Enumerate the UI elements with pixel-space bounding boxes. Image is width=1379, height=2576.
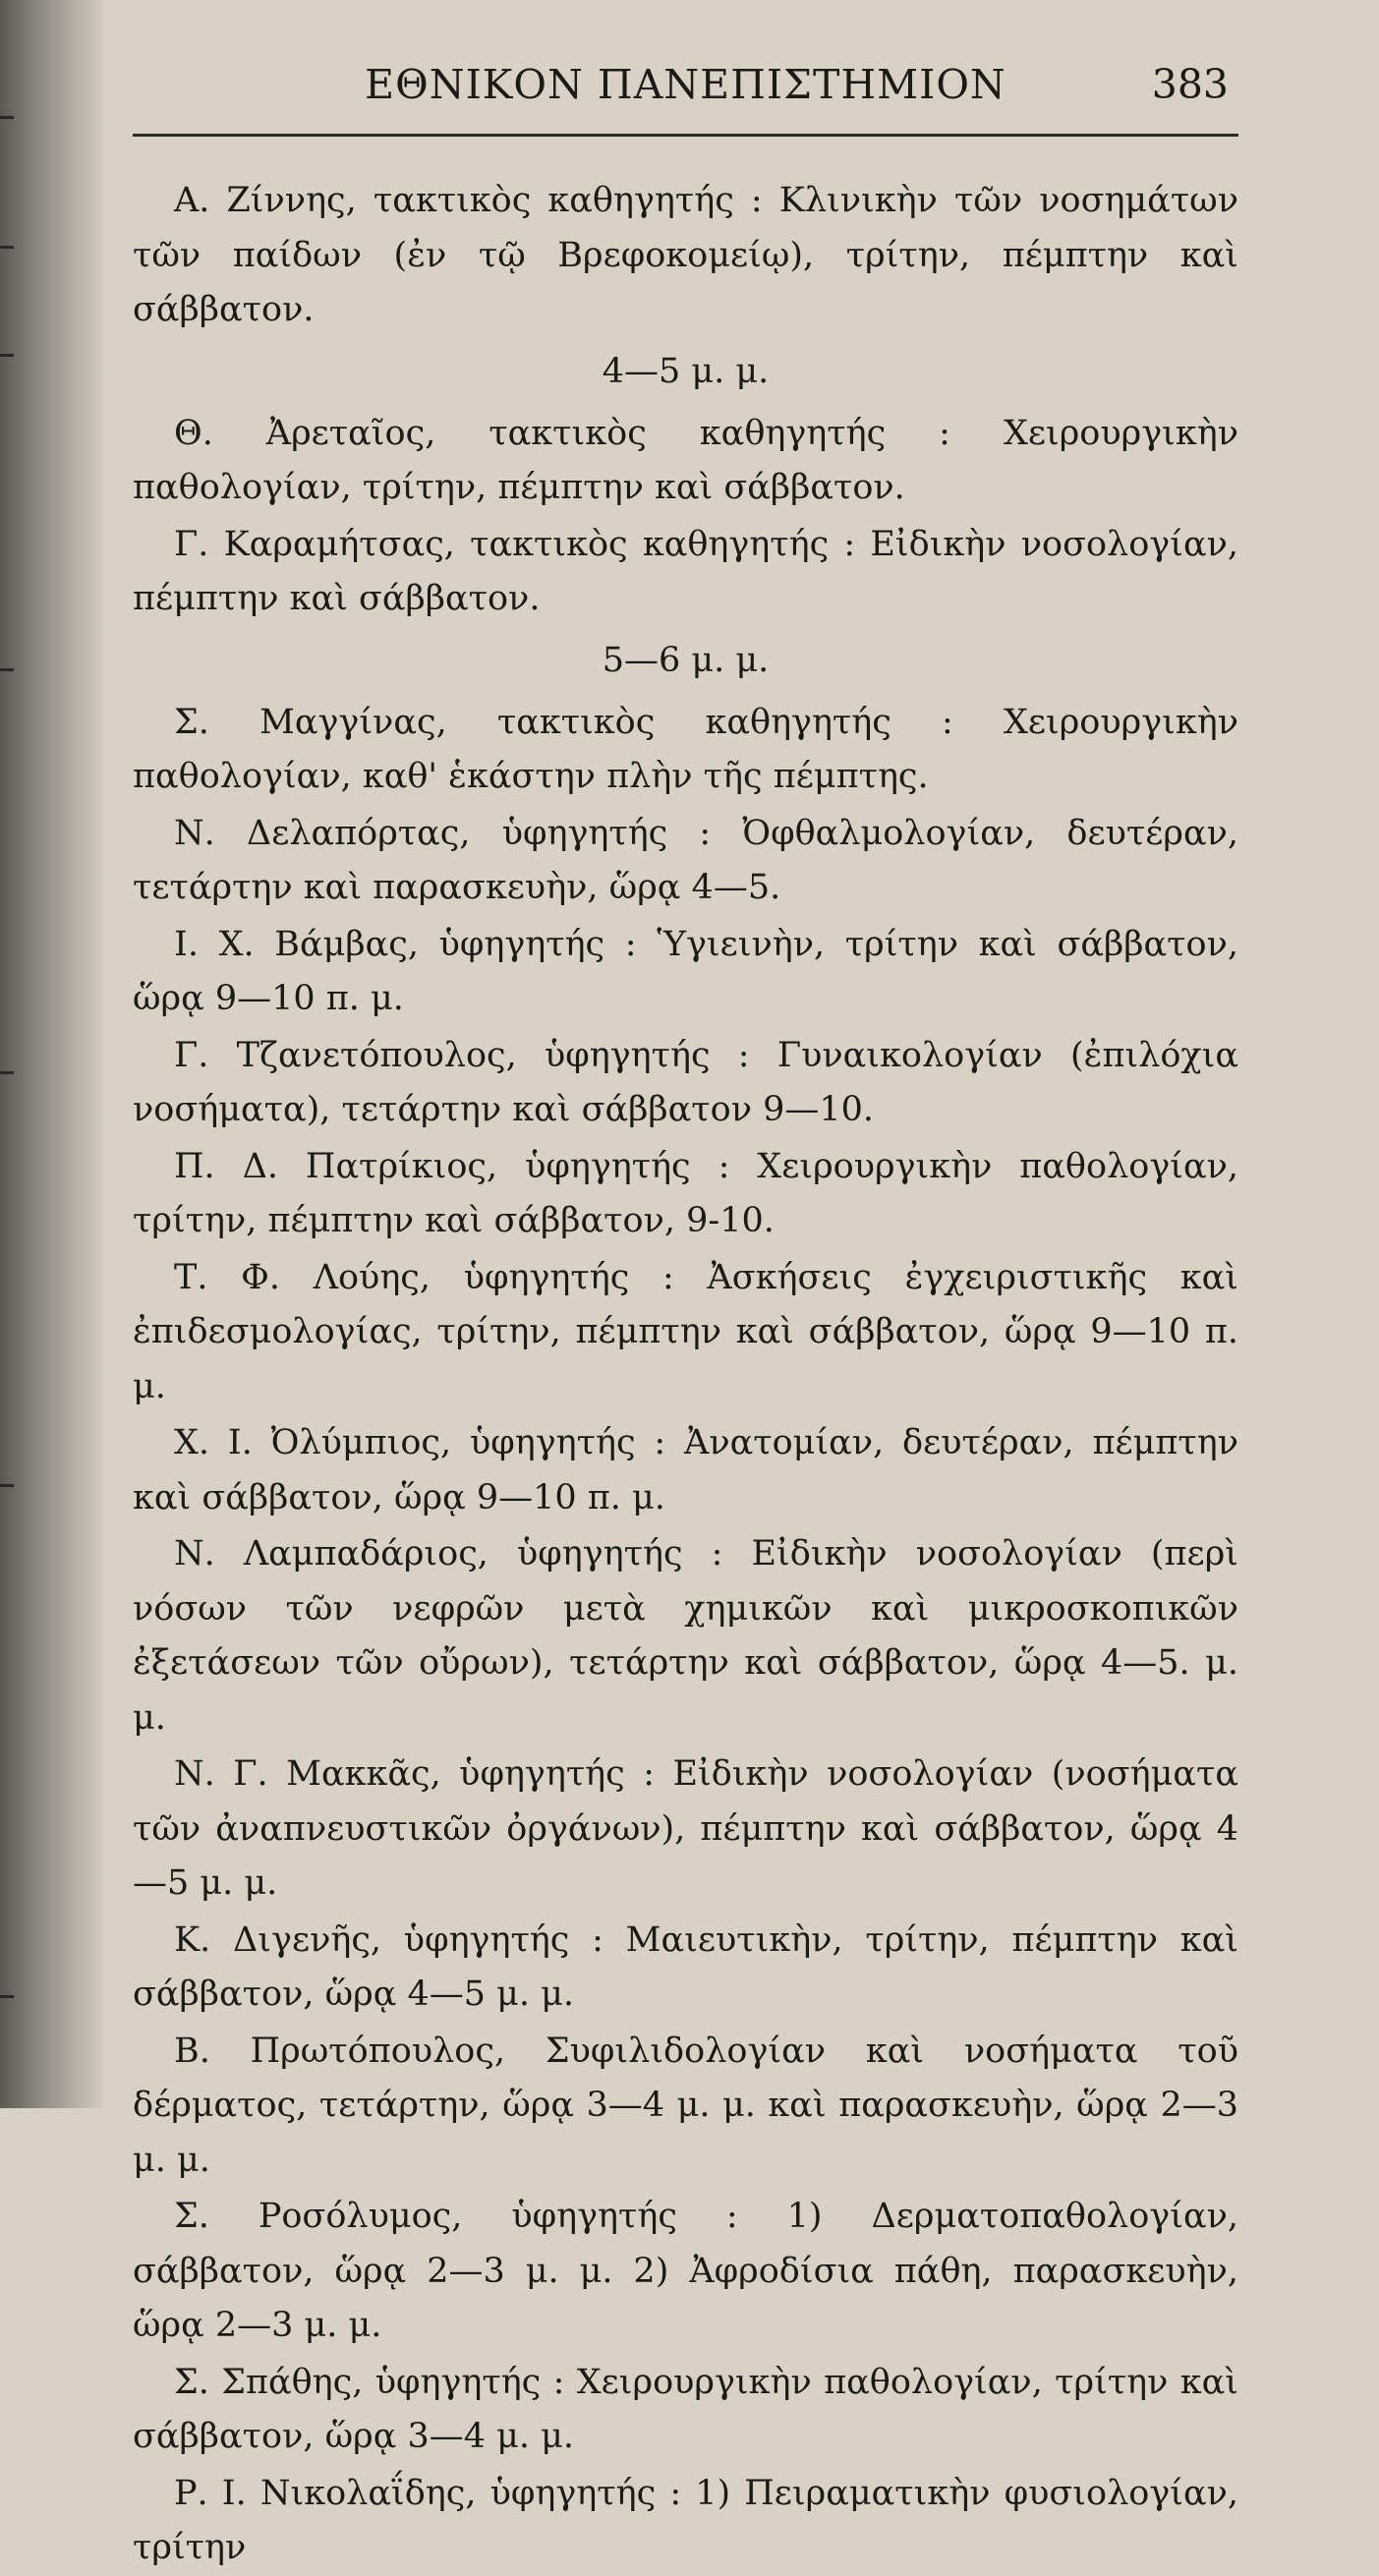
margin-mark: [0, 668, 14, 671]
page-number: 383: [1151, 61, 1229, 108]
time-slot-heading: 5—6 μ. μ.: [602, 640, 770, 680]
book-page: [133, 39, 1238, 2567]
lecture-entry: Γ. Καραμήτσας, τακτικὸς καθηγητής : Εἰδικὴν νοσολογίαν, πέμπτην καὶ σάββατον.: [133, 524, 1238, 618]
lecture-entry: Χ. Ι. Ὀλύμπιος, ὑφηγητής : Ἀνατομίαν, δευτέραν, πέμπτην καὶ σάββατον, ὥρᾳ 9—10 π. μ.: [133, 1423, 1238, 1517]
lecture-entry: Π. Δ. Πατρίκιος, ὑφηγητής : Χειρουργικὴν παθολογίαν, τρίτην, πέμπτην καὶ σάββατον, 9-10.: [133, 1146, 1238, 1240]
lecture-entry: Α. Ζίννης, τακτικὸς καθηγητής : Κλινικὴν τῶν νοσημάτων τῶν παίδων (ἐν τῷ Βρεφοκομείῳ), τρίτην, πέμπτην καὶ σάββατον.: [133, 181, 1238, 329]
time-slot-heading: 4—5 μ. μ.: [602, 351, 770, 391]
margin-mark: [0, 1995, 14, 1998]
lecture-entry: Ρ. Ι. Νικολαΐδης, ὑφηγητής : 1) Πειραματικὴν φυσιολογίαν, τρίτην: [133, 2473, 1238, 2567]
running-header: [133, 39, 1238, 137]
lecture-entry: Σ. Ροσόλυμος, ὑφηγητής : 1) Δερματοπαθολογίαν, σάββατον, ὥρᾳ 2—3 μ. μ. 2) Ἀφροδίσια πάθη, παρασκευὴν, ὥρᾳ 2—3 μ. μ.: [133, 2197, 1238, 2345]
lecture-entry: Ν. Γ. Μακκᾶς, ὑφηγητής : Εἰδικὴν νοσολογίαν (νοσήματα τῶν ἀναπνευστικῶν ὀργάνων), πέμπτην καὶ σάββατον, ὥρᾳ 4—5 μ. μ.: [133, 1754, 1238, 1903]
lecture-entry: Γ. Τζανετόπουλος, ὑφηγητής : Γυναικολογίαν (ἐπιλόχια νοσήματα), τετάρτην καὶ σάββατον 9—10.: [133, 1035, 1238, 1129]
lecture-entry: Τ. Φ. Λούης, ὑφηγητής : Ἀσκήσεις ἐγχειριστικῆς καὶ ἐπιδεσμολογίας, τρίτην, πέμπτην καὶ σάββατον, ὥρᾳ 9—10 π. μ.: [133, 1257, 1238, 1406]
margin-mark: [0, 1071, 14, 1074]
margin-mark: [0, 246, 14, 249]
lecture-entry: Σ. Μαγγίνας, τακτικὸς καθηγητής : Χειρουργικὴν παθολογίαν, καθ' ἑκάστην πλὴν τῆς πέμπτης.: [133, 702, 1238, 796]
lecture-entry: Σ. Σπάθης, ὑφηγητής : Χειρουργικὴν παθολογίαν, τρίτην καὶ σάββατον, ὥρᾳ 3—4 μ. μ.: [133, 2362, 1238, 2456]
lecture-entry: Θ. Ἀρεταῖος, τακτικὸς καθηγητής : Χειρουργικὴν παθολογίαν, τρίτην, πέμπτην καὶ σάββατον.: [133, 413, 1238, 507]
margin-mark: [0, 354, 14, 357]
book-spine-shadow: [0, 0, 108, 2108]
margin-mark: [0, 1484, 14, 1487]
page-body: [133, 174, 1238, 2576]
lecture-entry: Κ. Διγενῆς, ὑφηγητής : Μαιευτικὴν, τρίτην, πέμπτην καὶ σάββατον, ὥρᾳ 4—5 μ. μ.: [133, 1919, 1238, 2014]
margin-mark: [0, 116, 14, 119]
lecture-entry: Ν. Δελαπόρτας, ὑφηγητής : Ὀφθαλμολογίαν, δευτέραν, τετάρτην καὶ παρασκευὴν, ὥρᾳ 4—5.: [133, 813, 1238, 907]
header-title: ΕΘΝΙΚΟΝ ΠΑΝΕΠΙΣΤΗΜΙΟΝ: [365, 61, 1006, 108]
lecture-entry: Ν. Λαμπαδάριος, ὑφηγητής : Εἰδικὴν νοσολογίαν (περὶ νόσων τῶν νεφρῶν μετὰ χημικῶν καὶ μικροσκοπικῶν ἐξετάσεων τῶν οὔρων), τετάρτην καὶ σάββατον, ὥρᾳ 4—5. μ. μ.: [133, 1534, 1238, 1738]
lecture-entry: Β. Πρωτόπουλος, Συφιλιδολογίαν καὶ νοσήματα τοῦ δέρματος, τετάρτην, ὥρᾳ 3—4 μ. μ. καὶ παρασκευὴν, ὥρᾳ 2—3 μ. μ.: [133, 2031, 1238, 2180]
lecture-entry: Ι. Χ. Βάμβας, ὑφηγητής : Ὑγιεινὴν, τρίτην καὶ σάββατον, ὥρᾳ 9—10 π. μ.: [133, 924, 1238, 1018]
